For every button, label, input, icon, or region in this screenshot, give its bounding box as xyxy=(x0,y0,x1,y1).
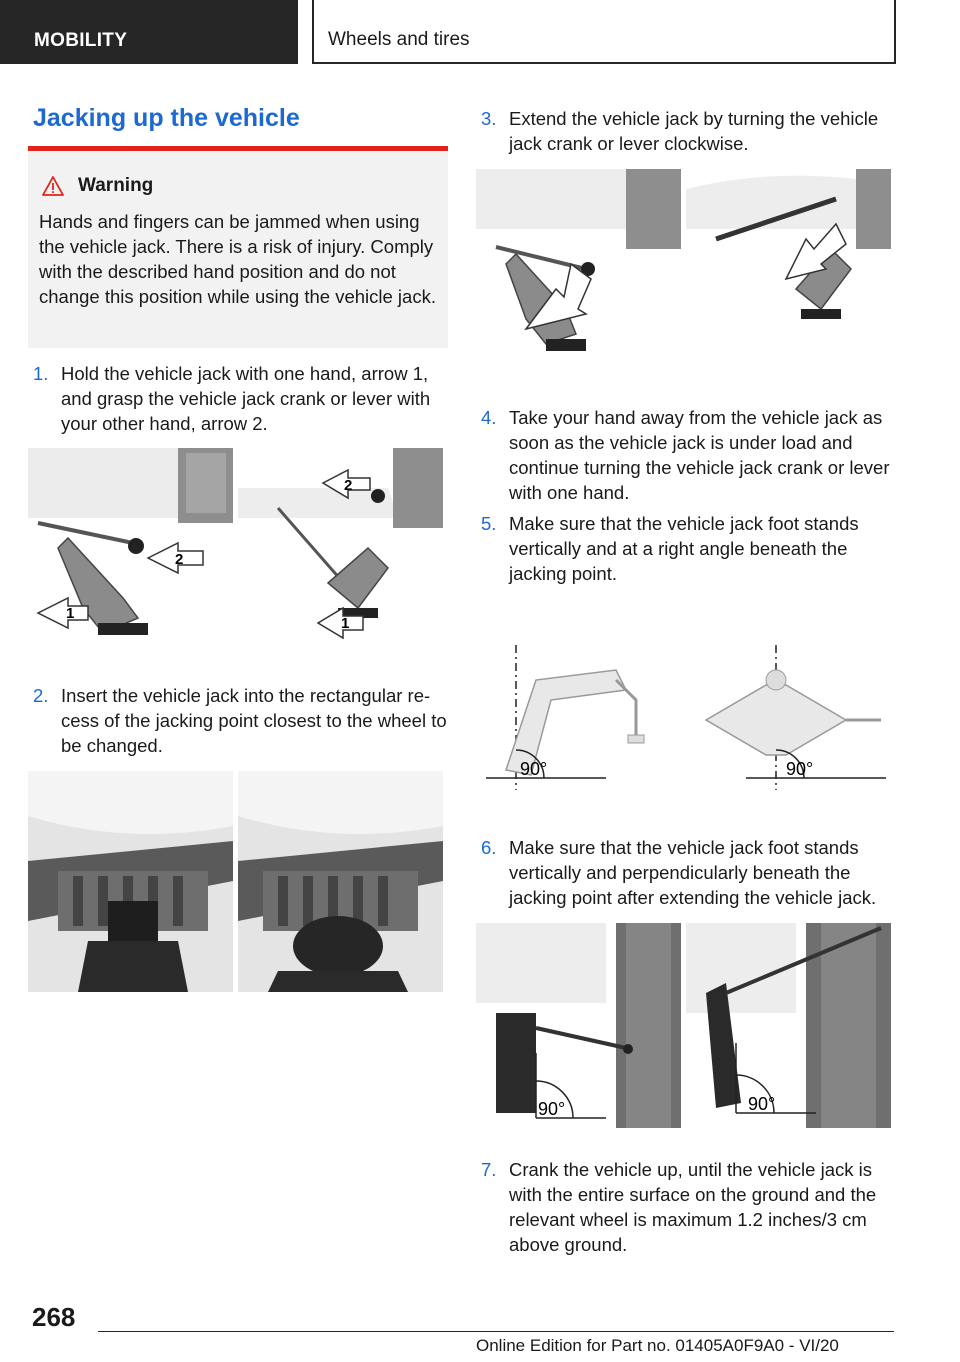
step-number: 3. xyxy=(481,108,497,129)
step-text: Crank the vehicle up, until the vehicle jack is with the entire surface on the ground and the relevant wheel is maximum 1.2 inches/3 cm above ground. xyxy=(509,1159,877,1255)
step-number: 2. xyxy=(33,685,49,706)
arrow-1-label: 1 xyxy=(66,605,75,622)
arrow-1-label: 1 xyxy=(341,615,350,632)
angle-label: 90° xyxy=(520,759,548,779)
arrow-2-label: 2 xyxy=(344,477,353,494)
chapter-tab xyxy=(312,0,896,64)
jack-angle-diagram-side xyxy=(476,640,681,800)
jack-extended-photo-right xyxy=(686,923,891,1128)
jack-grip-photo-left xyxy=(28,448,233,640)
chapter-label: Wheels and tires xyxy=(328,29,470,50)
step-number: 5. xyxy=(481,513,497,534)
angle-label: 90° xyxy=(538,1099,566,1119)
jack-extended-photo-left xyxy=(476,923,681,1128)
jacking-point-photo-left xyxy=(28,771,233,992)
warning-text: Hands and fingers can be jammed when using the vehicle jack. There is a risk of injury. Comply with the described hand position and do not change this position while using the vehicle jack. xyxy=(39,211,436,307)
jacking-point-photo-right xyxy=(238,771,443,992)
section-tab xyxy=(0,0,298,64)
warning-triangle-icon xyxy=(42,176,64,196)
step-text: Hold the vehicle jack with one hand, arrow 1, and grasp the vehicle jack crank or lever with your other hand, arrow 2. xyxy=(61,363,431,434)
step-text: Make sure that the vehicle jack foot stands vertically and at a right angle beneath the jacking point. xyxy=(509,513,859,584)
warning-box xyxy=(28,146,448,348)
step-text: Take your hand away from the vehicle jack as soon as the vehicle jack is under load and continue turning the vehicle jack crank or lever with one hand. xyxy=(509,407,890,503)
jack-grip-photo-right xyxy=(238,448,443,640)
step-text: Make sure that the vehicle jack foot stands vertically and perpendicularly beneath the jacking point after extending the vehicle jack. xyxy=(509,837,877,908)
step-text: Insert the vehicle jack into the rectangular recess of the jacking point closest to the wheel to be changed. xyxy=(61,685,447,756)
step-number: 1. xyxy=(33,363,49,384)
step-number: 7. xyxy=(481,1159,497,1180)
section-label: MOBILITY xyxy=(34,30,128,51)
jack-angle-diagram-front xyxy=(686,640,891,800)
angle-label: 90° xyxy=(748,1094,776,1114)
step-number: 6. xyxy=(481,837,497,858)
jack-crank-photo-left xyxy=(476,169,681,359)
warning-heading xyxy=(42,175,153,197)
jack-crank-photo-right xyxy=(686,169,891,359)
warning-label: Warning xyxy=(78,175,154,196)
angle-label: 90° xyxy=(786,759,814,779)
step-number: 4. xyxy=(481,407,497,428)
footer-edition: Online Edition for Part no. 01405A0F9A0 - VI/20 xyxy=(476,1336,839,1355)
step-text: Extend the vehicle jack by turning the vehicle jack crank or lever clockwise. xyxy=(509,108,879,154)
page-title: Jacking up the vehicle xyxy=(33,104,300,132)
footer-divider xyxy=(98,1331,894,1332)
page-number: 268 xyxy=(32,1302,76,1332)
arrow-2-label: 2 xyxy=(175,551,184,568)
